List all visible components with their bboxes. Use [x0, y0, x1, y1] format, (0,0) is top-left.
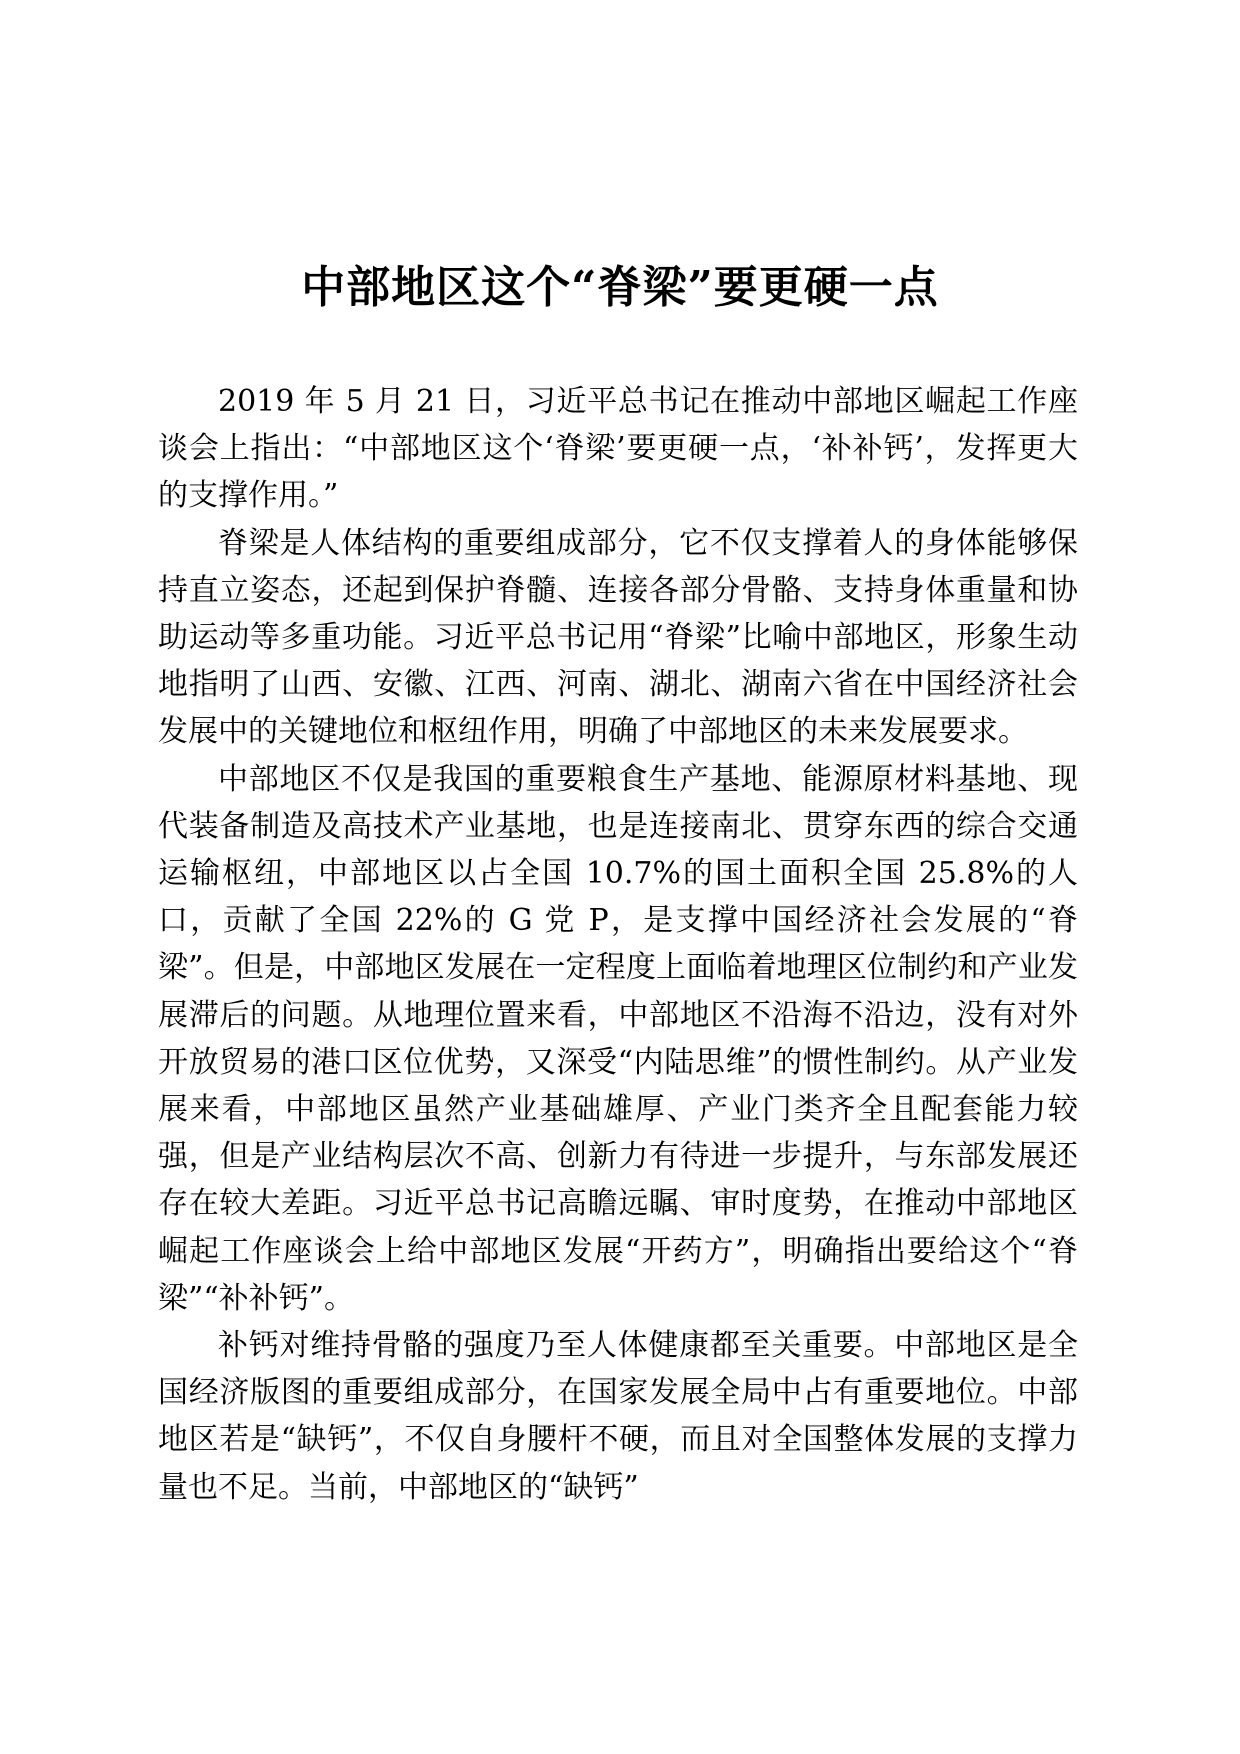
- paragraph-2: 脊梁是人体结构的重要组成部分，它不仅支撑着人的身体能够保持直立姿态，还起到保护脊髓、连接各部分骨骼、支持身体重量和协助运动等多重功能。习近平总书记用“脊梁”比喻中部地区，形象生动地指明了山西、安徽、江西、河南、湖北、湖南六省在中国经济社会发展中的关键地位和枢纽作用，明确了中部地区的未来发展要求。: [158, 525, 1078, 750]
- document-title: 中部地区这个“脊梁”要更硬一点: [301, 262, 939, 313]
- paragraph-4: 补钙对维持骨骼的强度乃至人体健康都至关重要。中部地区是全国经济版图的重要组成部分，在国家发展全局中占有重要地位。中部地区若是“缺钙”，不仅自身腰杆不硬，而且对全国整体发展的支撑力量也不足。当前，中部地区的“缺钙”: [158, 1328, 1078, 1505]
- paragraph-1: 2019 年 5 月 21 日，习近平总书记在推动中部地区崛起工作座谈会上指出：“中部地区这个‘脊梁’要更硬一点，‘补补钙’，发挥更大的支撑作用。”: [158, 384, 1078, 514]
- document-body: [158, 378, 1078, 1511]
- paragraph-3: 中部地区不仅是我国的重要粮食生产基地、能源原材料基地、现代装备制造及高技术产业基地，也是连接南北、贯穿东西的综合交通运输枢纽，中部地区以占全国 10.7%的国土面积全国 25.8%的人口，贡献了全国 22%的 G 党 P，是支撑中国经济社会发展的“脊梁”。但是，中部地区发展在一定程度上面临着地理区位制约和产业发展滞后的问题。从地理位置来看，中部地区不沿海不沿边，没有对外开放贸易的港口区位优势，又深受“内陆思维”的惯性制约。从产业发展来看，中部地区虽然产业基础雄厚、产业门类齐全且配套能力较强，但是产业结构层次不高、创新力有待进一步提升，与东部发展还存在较大差距。习近平总书记高瞻远瞩、审时度势，在推动中部地区崛起工作座谈会上给中部地区发展“开药方”，明确指出要给这个“脊梁”“补补钙”。: [158, 761, 1078, 1316]
